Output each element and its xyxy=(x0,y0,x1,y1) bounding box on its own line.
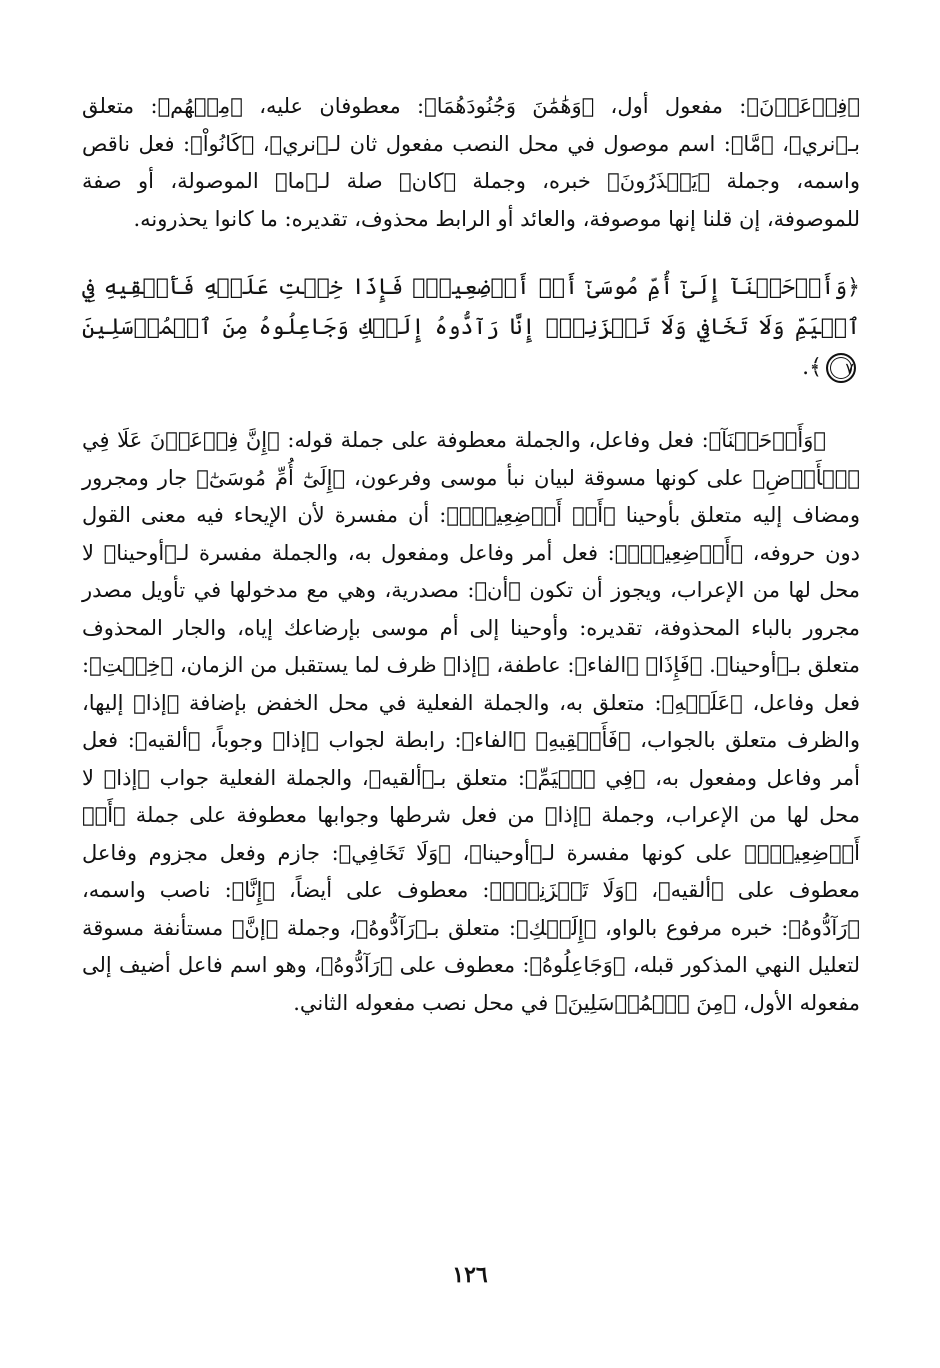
page-content xyxy=(82,88,860,1022)
verse-closing: ﴾. xyxy=(802,355,822,380)
verse-text: ﴿وَأَوۡحَيۡنَآ إِلَىٰٓ أُمِّ مُوسَىٰٓ أَنۡ أَرۡضِعِيهِۖ فَإِذَا خِفۡتِ عَلَيۡهِ فَأَلۡقِيهِ فِي ٱلۡيَمِّ وَلَا تَخَافِي وَلَا تَحۡزَنِيٓۖ إِنَّا رَآدُّوهُ إِلَيۡكِ وَجَاعِلُوهُ مِنَ ٱلۡمُرۡسَلِينَ xyxy=(82,275,860,340)
quran-verse xyxy=(82,268,860,388)
paragraph-analysis: ﴿وَأَوۡحَيۡنَآ﴾: فعل وفاعل، والجملة معطوفة على جملة قوله: ﴿إِنَّ فِرۡعَوۡنَ عَلَا فِي ٱلۡأَرۡضِ﴾ على كونها مسوقة لبيان نبأ موسى وفرعون، ﴿إِلَىٰٓ أُمِّ مُوسَىٰٓ﴾ جار ومجرور ومضاف إليه متعلق بأوحينا ﴿أَنۡ أَرۡضِعِيهِۖ﴾: أن مفسرة لأن الإيحاء فيه معنى القول دون حروفه، ﴿أَرۡضِعِيهِۖ﴾: فعل أمر وفاعل ومفعول به، والجملة مفسرة لـ﴿أوحينا﴾ لا محل لها من الإعراب، ويجوز أن تكون ﴿أن﴾: مصدرية، وهي مع مدخولها في تأويل مصدر مجرور بالباء المحذوفة، تقديره: وأوحينا إلى أم موسى بإرضاعك إياه، والجار المحذوف متعلق بـ﴿أوحينا﴾. ﴿فَإِذَا﴾ ﴿الفاء﴾: عاطفة، ﴿إذا﴾ ظرف لما يستقبل من الزمان، ﴿خِفۡتِ﴾: فعل وفاعل، ﴿عَلَيۡهِ﴾: متعلق به، والجملة الفعلية في محل الخفض بإضافة ﴿إذا﴾ إليها، والظرف متعلق بالجواب، ﴿فَأَلۡقِيهِ﴾ ﴿الفاء﴾: رابطة لجواب ﴿إذا﴾ وجوباً، ﴿ألقيه﴾: فعل أمر وفاعل ومفعول به، ﴿فِي ٱلۡيَمِّ﴾: متعلق بـ﴿ألقيه﴾، والجملة الفعلية جواب ﴿إذا﴾ لا محل لها من الإعراب، وجملة ﴿إذا﴾ من فعل شرطها وجوابها معطوفة على جملة ﴿أَنۡ أَرۡضِعِيهِۖ﴾ على كونها مفسرة لـ﴿أوحينا﴾، ﴿وَلَا تَخَافِي﴾: جازم وفعل مجزوم وفاعل معطوف على ﴿ألقيه﴾، ﴿وَلَا تَحۡزَنِيٓۖ﴾: معطوف على أيضاً، ﴿إِنَّا﴾: ناصب واسمه، ﴿رَآدُّوهُ﴾: خبره مرفوع بالواو، ﴿إِلَيۡكِ﴾: متعلق بـ﴿رَآدُّوهُ﴾، وجملة ﴿إنَّ﴾ مستأنفة مسوقة لتعليل النهي المذكور قبله، ﴿وَجَاعِلُوهُ﴾: معطوف على ﴿رَآدُّوهُ﴾، وهو اسم فاعل أضيف إلى مفعوله الأول، ﴿مِنَ ٱلۡمُرۡسَلِينَ﴾ في محل نصب مفعوله الثاني. xyxy=(82,428,860,1015)
ayah-number-marker: ٧ xyxy=(826,353,856,383)
paragraph-intro: ﴿فِرۡعَوۡنَ﴾: مفعول أول، ﴿وَهَٰمَٰنَ وَجُنُودَهُمَا﴾: معطوفان عليه، ﴿مِنۡهُم﴾: متعلق بـ﴿نري﴾، ﴿مَّا﴾: اسم موصول في محل النصب مفعول ثان لـ﴿نري﴾، ﴿كَانُواْ﴾: فعل ناقص واسمه، وجملة ﴿يَحۡذَرُونَ﴾ خبره، وجملة ﴿كان﴾ صلة لـ﴿ما﴾ الموصولة، أو صفة للموصوفة، إن قلنا إنها موصوفة، والعائد أو الرابط محذوف، تقديره: ما كانوا يحذرونه. xyxy=(82,94,860,231)
page-number: ١٢٦ xyxy=(452,1262,488,1288)
